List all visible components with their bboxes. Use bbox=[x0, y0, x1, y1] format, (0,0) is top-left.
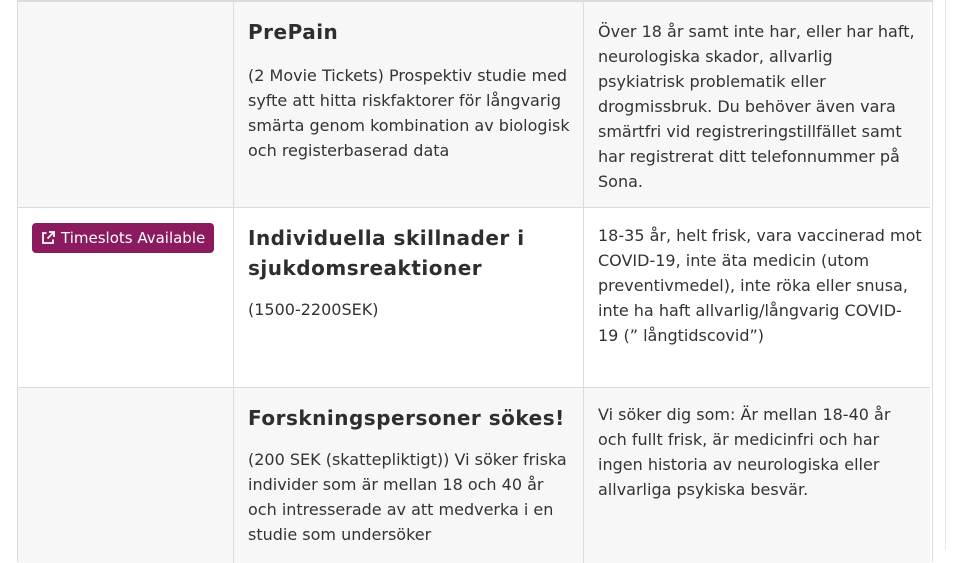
study-title[interactable]: Individuella skillnader i sjukdomsreaktioner bbox=[248, 226, 525, 280]
page-scroll-edge bbox=[945, 0, 946, 550]
table-row bbox=[18, 388, 930, 563]
study-requirements: 18-35 år, helt frisk, vara vaccinerad mot COVID-19, inte äta medicin (utom preventivmedel), inte röka eller snusa, inte ha haft allvarlig/långvarig COVID-19 (” långtidscovid”) bbox=[598, 226, 922, 345]
badge-label: Timeslots Available bbox=[61, 229, 206, 247]
timeslots-available-button[interactable] bbox=[32, 223, 214, 253]
study-info-cell bbox=[234, 388, 584, 563]
external-link-icon bbox=[40, 230, 56, 246]
requirements-cell bbox=[584, 2, 930, 207]
study-description: (200 SEK (skattepliktigt)) Vi söker friska individer som är mellan 18 och 40 år och intresserade av att medverka i en studie som undersöker bbox=[248, 450, 567, 544]
study-info-cell bbox=[234, 2, 584, 207]
requirements-cell bbox=[584, 208, 930, 387]
study-title[interactable]: Forskningspersoner sökes! bbox=[248, 406, 565, 430]
study-description: (1500-2200SEK) bbox=[248, 300, 379, 319]
requirements-cell bbox=[584, 388, 930, 563]
table-row bbox=[18, 2, 930, 208]
study-requirements: Vi söker dig som: Är mellan 18-40 år och fullt frisk, är medicinfri och har ingen historia av neurologiska eller allvarliga psykiska besvär. bbox=[598, 405, 891, 499]
action-cell bbox=[18, 388, 234, 563]
table-row bbox=[18, 208, 930, 388]
study-title[interactable]: PrePain bbox=[248, 20, 339, 44]
study-info-cell bbox=[234, 208, 584, 387]
action-cell bbox=[18, 208, 234, 387]
study-description: (2 Movie Tickets) Prospektiv studie med syfte att hitta riskfaktorer för långvarig smärta genom kombination av biologisk och registerbaserad data bbox=[248, 66, 570, 160]
action-cell bbox=[18, 2, 234, 207]
study-requirements: Över 18 år samt inte har, eller har haft, neurologiska skador, allvarlig psykiatrisk problematik eller drogmissbruk. Du behöver även vara smärtfri vid registreringstillfället samt har registrerat ditt telefonnummer på Sona. bbox=[598, 22, 915, 191]
